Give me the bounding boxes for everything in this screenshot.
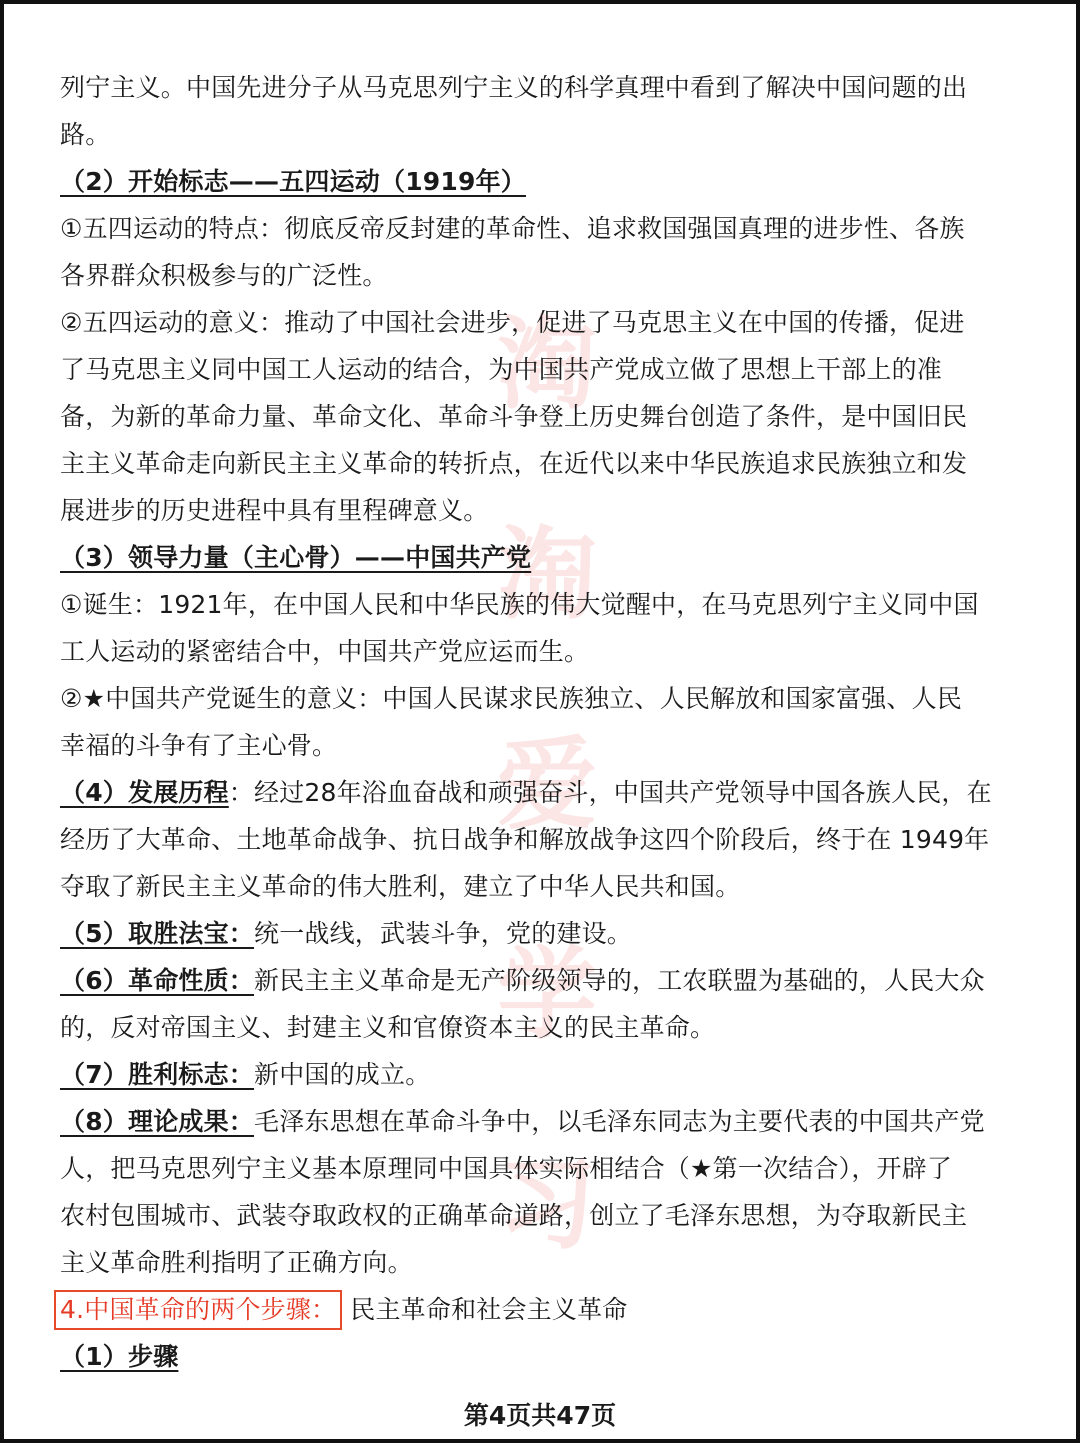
paragraph-line: 幸福的斗争有了主心骨。 — [60, 731, 338, 760]
watermark-char: 学 — [497, 935, 597, 1053]
watermark-char: 习 — [497, 1145, 597, 1263]
paragraph-line: 工人运动的紧密结合中，中国共产党应运而生。 — [60, 637, 590, 666]
watermark-char: 爱 — [497, 725, 597, 843]
paragraph-line: 人，把马克思列宁主义基本原理同中国具体实际相结合（★第一次结合），开辟了 — [60, 1154, 953, 1183]
watermark-char: 淘 — [497, 515, 597, 633]
page-number: 第4页共47页 — [463, 1401, 617, 1430]
paragraph-line: ②★中国共产党诞生的意义：中国人民谋求民族独立、人民解放和国家富强、人民 — [60, 684, 963, 713]
paragraph-line: ①诞生：1921年，在中国人民和中华民族的伟大觉醒中，在马克思列宁主义同中国 — [60, 590, 979, 619]
heading-steps: （1）步骤 — [60, 1342, 179, 1371]
paragraph-line: 的，反对帝国主义、封建主义和官僚资本主义的民主革命。 — [60, 1013, 716, 1042]
paragraph-line: ①五四运动的特点：彻底反帝反封建的革命性、追求救国强国真理的进步性、各族 — [60, 214, 965, 243]
paragraph-text: 统一战线，武装斗争，党的建设。 — [254, 919, 633, 948]
paragraph-line: 路。 — [60, 120, 111, 149]
paragraph-line: 展进步的历史进程中具有里程碑意义。 — [60, 496, 489, 525]
paragraph-line: 主义革命胜利指明了正确方向。 — [60, 1248, 413, 1277]
heading-development: （4）发展历程 — [60, 778, 229, 807]
paragraph-text: 新民主主义革命是无产阶级领导的，工农联盟为基础的，人民大众 — [254, 966, 985, 995]
heading-magic-weapons: （5）取胜法宝： — [60, 919, 254, 948]
heading-start-sign: （2）开始标志——五四运动（1919年） — [60, 167, 526, 196]
paragraph-line: 列宁主义。中国先进分子从马克思列宁主义的科学真理中看到了解决中国问题的出 — [60, 73, 968, 102]
section-4-title: 4.中国革命的两个步骤： — [54, 1290, 342, 1330]
paragraph-text: 毛泽东思想在革命斗争中，以毛泽东同志为主要代表的中国共产党 — [254, 1107, 985, 1136]
paragraph-line: 了马克思主义同中国工人运动的结合，为中国共产党成立做了思想上干部上的准 — [60, 355, 943, 384]
document-body — [60, 64, 1020, 1380]
heading-theory-result: （8）理论成果： — [60, 1107, 254, 1136]
paragraph-line: 各界群众积极参与的广泛性。 — [60, 261, 388, 290]
paragraph-line: 经历了大革命、土地革命战争、抗日战争和解放战争这四个阶段后，终于在 1949年 — [60, 825, 990, 854]
paragraph-text: ：经过28年浴血奋战和顽强奋斗，中国共产党领导中国各族人民，在 — [228, 778, 992, 807]
heading-victory-sign: （7）胜利标志： — [60, 1060, 254, 1089]
heading-leadership: （3）领导力量（主心骨）——中国共产党 — [60, 543, 532, 572]
watermark-char: 淘 — [497, 305, 597, 423]
heading-revolution-nature: （6）革命性质： — [60, 966, 254, 995]
paragraph-line: 农村包围城市、武装夺取政权的正确革命道路，创立了毛泽东思想，为夺取新民主 — [60, 1201, 968, 1230]
paragraph-text: 新中国的成立。 — [254, 1060, 431, 1089]
paragraph-text: 民主革命和社会主义革命 — [350, 1295, 628, 1324]
paragraph-line: 夺取了新民主主义革命的伟大胜利，建立了中华人民共和国。 — [60, 872, 741, 901]
paragraph-line: ②五四运动的意义：推动了中国社会进步，促进了马克思主义在中国的传播，促进 — [60, 308, 965, 337]
paragraph-line: 备，为新的革命力量、革命文化、革命斗争登上历史舞台创造了条件，是中国旧民 — [60, 402, 968, 431]
paragraph-line: 主主义革命走向新民主主义革命的转折点，在近代以来中华民族追求民族独立和发 — [60, 449, 968, 478]
